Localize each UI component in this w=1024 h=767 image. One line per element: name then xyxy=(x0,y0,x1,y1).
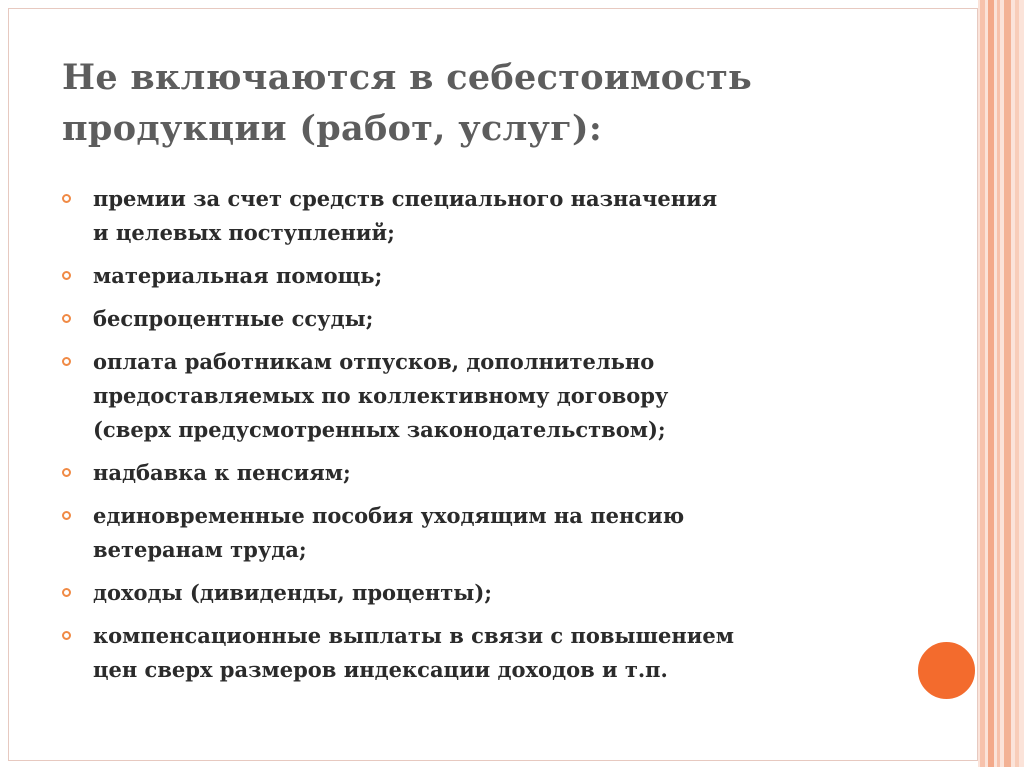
slide-title xyxy=(62,52,922,154)
slide-title-line: продукции (работ, услуг): xyxy=(62,108,603,149)
bullet-text-line: цен сверх размеров индексации доходов и т.п. xyxy=(93,657,668,682)
bullet-circle-icon xyxy=(62,631,71,640)
bullet-text-line: доходы (дивиденды, проценты); xyxy=(93,580,493,605)
bullet-item xyxy=(60,345,910,447)
bullet-item xyxy=(60,619,910,687)
bullet-text-line: единовременные пособия уходящим на пенсию xyxy=(93,503,685,528)
orange-circle-decoration xyxy=(916,640,977,701)
bullet-list xyxy=(60,182,910,696)
bullet-text-line: беспроцентные ссуды; xyxy=(93,306,374,331)
bullet-item xyxy=(60,182,910,250)
decorative-stripes xyxy=(978,0,1024,767)
bullet-circle-icon xyxy=(62,511,71,520)
stripe xyxy=(1004,0,1011,767)
bullet-circle-icon xyxy=(62,314,71,323)
bullet-text-line: компенсационные выплаты в связи с повышением xyxy=(93,623,734,648)
bullet-text-line: материальная помощь; xyxy=(93,263,383,288)
bullet-text-line: и целевых поступлений; xyxy=(93,220,395,245)
bullet-circle-icon xyxy=(62,357,71,366)
bullet-text-line: оплата работникам отпусков, дополнительно xyxy=(93,349,655,374)
bullet-text-line: премии за счет средств специального назначения xyxy=(93,186,718,211)
bullet-item xyxy=(60,456,910,490)
bullet-item xyxy=(60,302,910,336)
bullet-text-line: ветеранам труда; xyxy=(93,537,307,562)
bullet-item xyxy=(60,259,910,293)
stripe xyxy=(997,0,1000,767)
bullet-circle-icon xyxy=(62,588,71,597)
stripe xyxy=(980,0,985,767)
slide-title-line: Не включаются в себестоимость xyxy=(62,57,753,98)
bullet-text-line: (сверх предусмотренных законодательством); xyxy=(93,417,666,442)
bullet-circle-icon xyxy=(62,271,71,280)
stripe xyxy=(1015,0,1019,767)
bullet-text-line: предоставляемых по коллективному договору xyxy=(93,383,669,408)
bullet-circle-icon xyxy=(62,468,71,477)
bullet-text-line: надбавка к пенсиям; xyxy=(93,460,351,485)
bullet-circle-icon xyxy=(62,194,71,203)
bullet-item xyxy=(60,576,910,610)
stripe xyxy=(988,0,994,767)
bullet-item xyxy=(60,499,910,567)
